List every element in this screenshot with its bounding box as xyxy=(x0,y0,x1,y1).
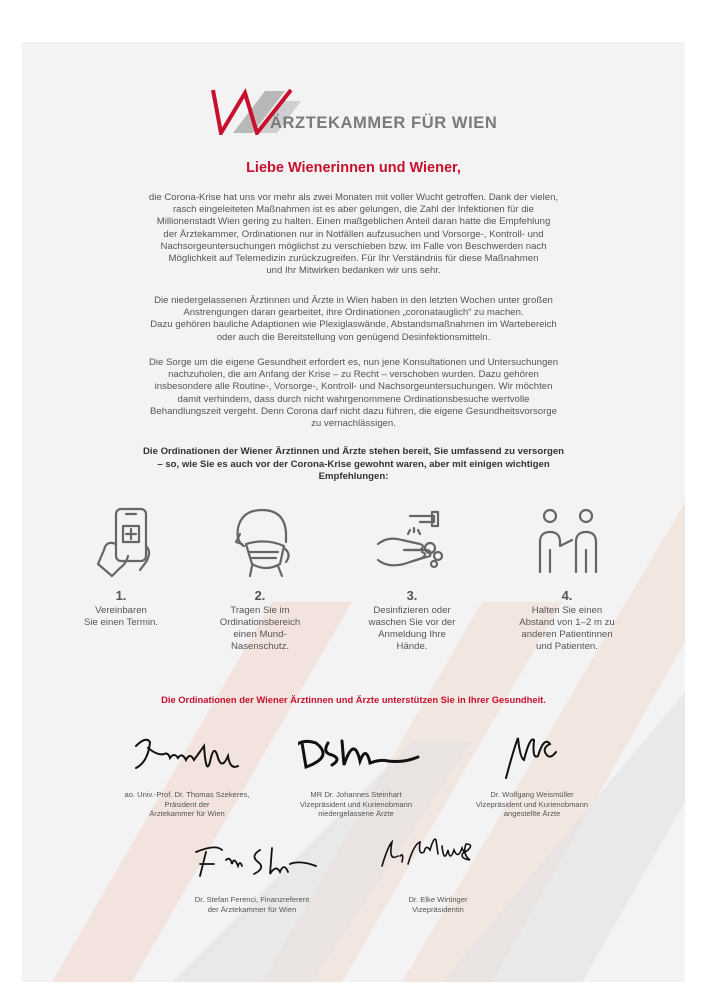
signature-caption: Dr. Elke Wirtinger Vizepräsidentin xyxy=(408,895,468,914)
support-statement: Die Ordinationen der Wiener Ärztinnen und Ärzte unterstützen Sie in Ihrer Gesundheit. xyxy=(161,694,546,705)
paragraph-line: Dazu gehören bauliche Adaptionen wie Plexiglaswände, Abstandsmaßnahmen im Wartebereich xyxy=(150,319,557,331)
signature-caption: Dr. Stefan Ferenci, Finanzreferent der Ärztekammer für Wien xyxy=(194,895,310,914)
paragraph-line: Nachsorgeuntersuchungen möglichst zu verschieben bzw. im Falle von Beschwerden nach xyxy=(160,240,547,252)
step-text: Vereinbaren Sie einen Termin. xyxy=(84,605,158,628)
step-1 xyxy=(51,588,191,629)
step-2 xyxy=(190,588,330,653)
step-number: 1. xyxy=(115,588,127,603)
step-number: 2. xyxy=(254,588,266,603)
step-text: Halten Sie einen Abstand von 1–2 m zu anderen Patientinnen und Patienten. xyxy=(519,605,615,652)
paragraph-line: damit verhindern, dass durch nicht wahrgenommene Ordinationsbesuche wertvolle xyxy=(177,393,530,405)
step-4 xyxy=(497,588,637,653)
paragraph-2 xyxy=(90,295,617,344)
step-3 xyxy=(342,588,482,653)
intro-line: – so, wie Sie es auch vor der Corona-Krise gewohnt waren, aber mit einigen wichtigen xyxy=(157,458,550,470)
paragraph-1 xyxy=(90,192,617,277)
paragraph-line: und Ihr Mitwirken bedanken wir uns sehr. xyxy=(266,265,441,277)
paragraph-line: Möglichkeit auf Telemedizin zurückzugreifen. Für Ihr Verständnis für diese Maßnahmen xyxy=(168,253,539,265)
intro-line: Die Ordinationen der Wiener Ärztinnen und Ärzte stehen bereit, Sie umfassend zu versorgen xyxy=(142,446,565,457)
social-distance-icon xyxy=(530,506,600,576)
face-mask-icon xyxy=(228,506,294,578)
signature-weismueller xyxy=(500,732,570,782)
step-number: 3. xyxy=(406,588,418,603)
signature-szekeres xyxy=(130,726,250,776)
paragraph-line: der Ärztekammer, Ordinationen nur in Notfällen aufzusuchen und Vorsorge-, Kontroll- und xyxy=(163,228,544,240)
signature-caption: MR Dr. Johannes Steinhart Vizepräsident und Kurienobmann niedergelassene Ärzte xyxy=(299,790,413,819)
recommendations-intro xyxy=(90,446,617,484)
paragraph-line: die Corona-Krise hat uns vor mehr als zwei Monaten mit voller Wucht getroffen. Dank der vielen, xyxy=(148,192,559,203)
hand-disinfection-icon xyxy=(374,510,454,574)
paragraph-line: Behandlungszeit vergeht. Denn Corona darf nicht dazu führen, die eigene Gesundheitsvorsorge xyxy=(150,405,557,417)
greeting-heading: Liebe Wienerinnen und Wiener, xyxy=(246,160,461,176)
paragraph-line: Millionenstadt Wien gering zu halten. Einen maßgeblichen Anteil daran hatte die Empfehlung xyxy=(156,216,551,228)
paragraph-line: Anstrengungen daran gearbeitet, ihre Ordinationen „coronatauglich“ zu machen. xyxy=(183,307,524,319)
paragraph-line: nachzuholen, die am Anfang der Krise – zu Recht – verschoben wurden. Dazu gehören xyxy=(168,369,539,381)
signature-ferenci xyxy=(190,842,320,882)
paragraph-line: zu vernachlässigen. xyxy=(311,418,396,430)
step-text: Desinfizieren oder waschen Sie vor der Anmeldung Ihre Hände. xyxy=(368,605,456,652)
logo-wordmark: ÄRZTEKAMMER FÜR WIEN xyxy=(270,114,498,132)
paragraph-line: Die niedergelassenen Ärztinnen und Ärzte in Wien haben in den letzten Wochen unter großen xyxy=(154,295,553,306)
signature-caption: Dr. Wolfgang Weismüller Vizepräsident und Kurienobmann angestellte Ärzte xyxy=(475,790,589,819)
paragraph-line: rasch eingeleiteten Maßnahmen ist es aber gelungen, die Zahl der Infektionen für die xyxy=(172,204,535,216)
step-number: 4. xyxy=(561,588,573,603)
paragraph-3 xyxy=(90,357,617,430)
signature-wirtinger xyxy=(378,836,488,872)
paragraph-line: Die Sorge um die eigene Gesundheit erfordert es, nun jene Konsultationen und Untersuchungen xyxy=(148,357,559,368)
phone-calendar-icon xyxy=(92,506,162,578)
paragraph-line: insbesondere alle Routine-, Vorsorge-, Kontroll- und Nachsorgeuntersuchungen. Wir möchten xyxy=(154,381,553,393)
signature-steinhart xyxy=(298,735,428,771)
paragraph-line: oder auch die Bereitstellung von genügend Desinfektionsmitteln. xyxy=(216,331,491,343)
step-text: Tragen Sie im Ordinationsbereich einen Mund- Nasenschutz. xyxy=(219,605,301,652)
signature-caption: ao. Univ.-Prof. Dr. Thomas Szekeres, Präsident der Ärztekammer für Wien xyxy=(124,790,250,819)
intro-line: Empfehlungen: xyxy=(318,471,389,483)
